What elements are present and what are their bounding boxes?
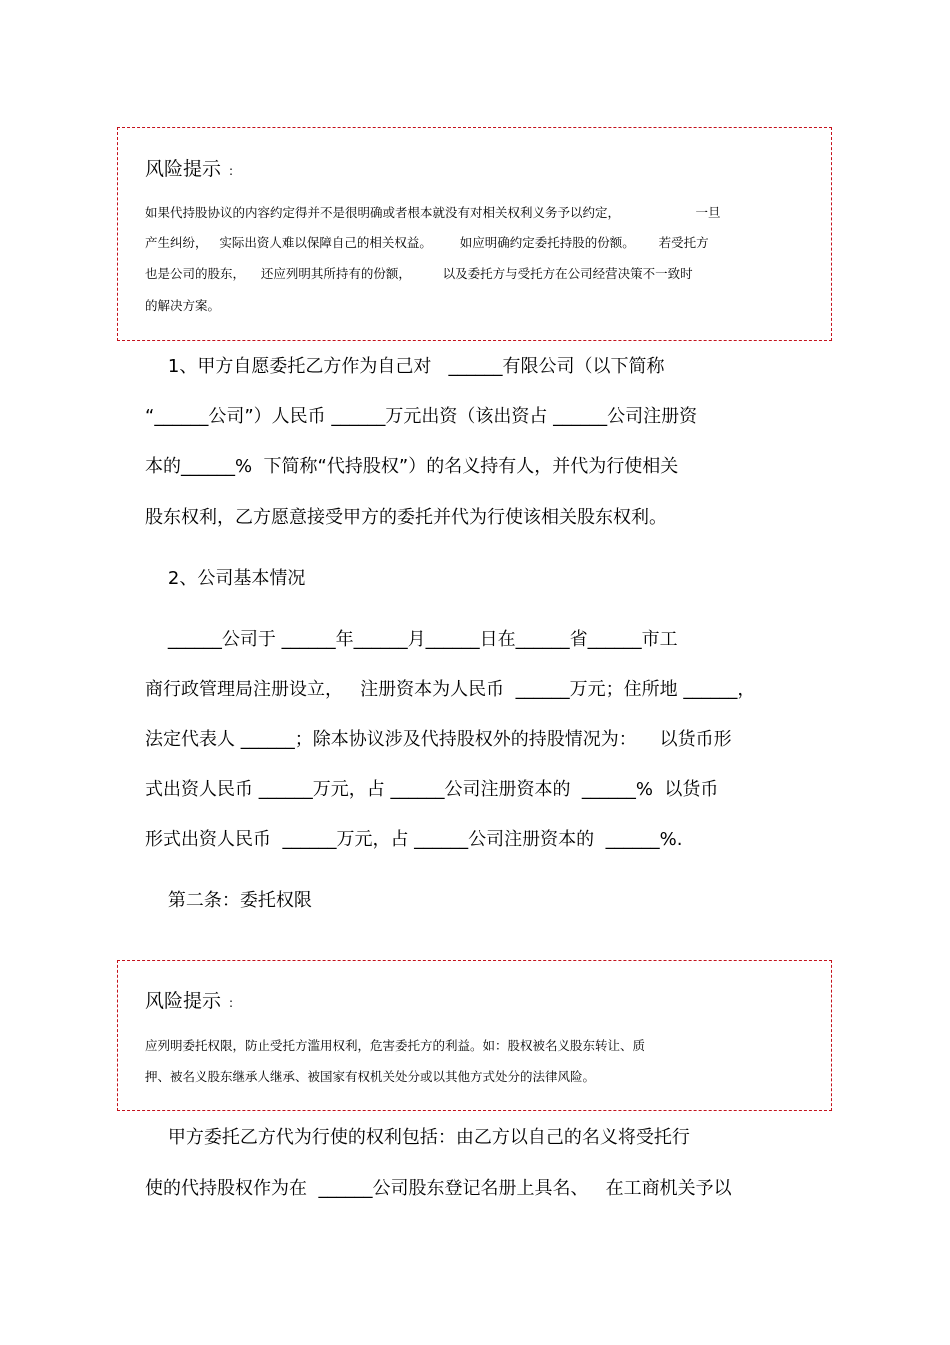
risk-notice-line: 的解决方案。 xyxy=(145,298,221,313)
clause-1-line: “______公司”）人民币 ______万元出资（该出资占 ______公司注册资 xyxy=(145,406,698,427)
risk-notice-title xyxy=(145,157,233,183)
article-2-heading: 第二条：委托权限 xyxy=(145,890,312,911)
risk-notice-title xyxy=(145,989,233,1015)
clause-2-line: 形式出资人民币 ______万元，占 ______公司注册资本的 ______%. xyxy=(145,829,683,850)
clause-3-line: 甲方委托乙方代为行使的权利包括：由乙方以自己的名义将受托行 xyxy=(145,1127,690,1148)
clause-3-line: 使的代持股权作为在 ______公司股东登记名册上具名、 在工商机关予以 xyxy=(145,1178,732,1199)
clause-2-line: 式出资人民币 ______万元，占 ______公司注册资本的 ______% 以货币 xyxy=(145,779,719,800)
clause-1-line: 1、甲方自愿委托乙方作为自己对 ______有限公司（以下简称 xyxy=(145,356,665,377)
risk-title-text: 风险提示 xyxy=(145,158,222,180)
risk-title-text: 风险提示 xyxy=(145,990,222,1012)
risk-notice-line: 如果代持股协议的内容约定得并不是很明确或者根本就没有对相关权利义务予以约定， 一旦 xyxy=(145,205,721,220)
risk-notice-box-2 xyxy=(117,960,832,1111)
risk-notice-line: 也是公司的股东， 还应列明其所持有的份额， 以及委托方与受托方在公司经营决策不一致时 xyxy=(145,266,693,281)
clause-2-line: ______公司于 ______年______月______日在______省______市工 xyxy=(145,629,678,650)
risk-title-colon: : xyxy=(229,164,234,178)
clause-2-line: 商行政管理局注册设立， 注册资本为人民币 ______万元；住所地 ______， xyxy=(145,679,756,700)
risk-notice-line: 应列明委托权限，防止受托方滥用权利，危害委托方的利益。如：股权被名义股东转让、质 xyxy=(145,1038,646,1053)
clause-1-line: 本的______% 下简称“代持股权”）的名义持有人，并代为行使相关 xyxy=(145,456,679,477)
risk-notice-line: 产生纠纷， 实际出资人难以保障自己的相关权益。 如应明确约定委托持股的份额。 若受托方 xyxy=(145,235,709,250)
risk-notice-line: 押、被名义股东继承人继承、被国家有权机关处分或以其他方式处分的法律风险。 xyxy=(145,1069,596,1084)
clause-2-line: 法定代表人 ______；除本协议涉及代持股权外的持股情况为： 以货币形 xyxy=(145,729,732,750)
risk-notice-box-1 xyxy=(117,127,832,341)
risk-title-colon: : xyxy=(229,996,234,1010)
clause-1-line: 股东权利，乙方愿意接受甲方的委托并代为行使该相关股东权利。 xyxy=(145,507,667,528)
clause-2-heading: 2、公司基本情况 xyxy=(145,568,306,589)
